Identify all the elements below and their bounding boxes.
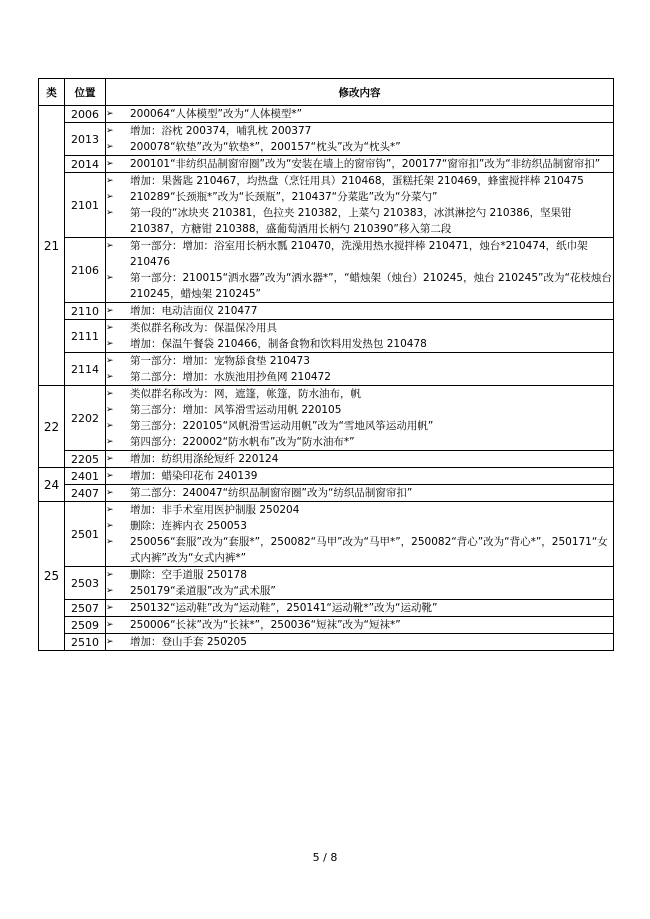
page-number: 5 / 8 <box>312 851 338 864</box>
table-body <box>39 106 614 651</box>
table-row <box>39 634 614 651</box>
amendment-table <box>38 78 614 651</box>
table-row <box>39 173 614 238</box>
position-cell: 2014 <box>65 156 106 173</box>
change-text: 第二部分：240047“纺织品制窗帘圈”改为“纺织品制窗帘扣” <box>130 487 413 499</box>
arrow-bullet-icon: ➢ <box>106 192 114 202</box>
table-row <box>39 320 614 353</box>
change-text: 增加：果酱匙 210467，均热盘（烹饪用具）210468，蛋糕托架 210469，蜂蜜搅拌棒 210475 <box>130 175 584 187</box>
change-text: 第三部分：增加：风筝滑雪运动用帆 220105 <box>130 404 342 416</box>
list-item <box>106 583 613 599</box>
list-item <box>106 451 613 467</box>
change-list <box>106 106 613 122</box>
position-cell: 2407 <box>65 485 106 502</box>
table-header-row <box>39 79 614 106</box>
change-text: 删除：连裤内衣 250053 <box>130 520 247 532</box>
position-cell: 2503 <box>65 567 106 600</box>
list-item <box>106 189 613 205</box>
table-row <box>39 303 614 320</box>
change-list <box>106 634 613 650</box>
change-text: 250006“长袜”改为“长袜*”，250036“短袜”改为“短袜*” <box>130 619 401 631</box>
list-item <box>106 139 613 155</box>
arrow-bullet-icon: ➢ <box>106 505 114 515</box>
change-text: 第四部分：220002“防水帆布”改为“防水油布*” <box>130 436 355 448</box>
list-item <box>106 518 613 534</box>
list-item <box>106 123 613 139</box>
change-list <box>106 238 613 302</box>
arrow-bullet-icon: ➢ <box>106 586 114 596</box>
position-cell: 2006 <box>65 106 106 123</box>
position-cell: 2114 <box>65 353 106 386</box>
arrow-bullet-icon: ➢ <box>106 389 114 399</box>
arrow-bullet-icon: ➢ <box>106 176 114 186</box>
arrow-bullet-icon: ➢ <box>106 356 114 366</box>
position-cell: 2110 <box>65 303 106 320</box>
change-text: 200078“软垫”改为“软垫*”，200157“枕头”改为“枕头*” <box>130 141 401 153</box>
change-list <box>106 303 613 319</box>
table-row <box>39 451 614 468</box>
table-row <box>39 600 614 617</box>
position-cell: 2106 <box>65 238 106 303</box>
list-item <box>106 303 613 319</box>
position-cell: 2507 <box>65 600 106 617</box>
list-item <box>106 402 613 418</box>
position-cell: 2013 <box>65 123 106 156</box>
list-item <box>106 502 613 518</box>
list-item <box>106 320 613 336</box>
table-row <box>39 502 614 567</box>
arrow-bullet-icon: ➢ <box>106 109 114 119</box>
content-cell <box>106 303 614 320</box>
arrow-bullet-icon: ➢ <box>106 159 114 169</box>
content-cell <box>106 123 614 156</box>
content-cell <box>106 617 614 634</box>
arrow-bullet-icon: ➢ <box>106 405 114 415</box>
table-row <box>39 123 614 156</box>
arrow-bullet-icon: ➢ <box>106 637 114 647</box>
change-list <box>106 173 613 237</box>
arrow-bullet-icon: ➢ <box>106 372 114 382</box>
header-position: 位置 <box>65 79 106 106</box>
change-text: 第一部分：210015“洒水器”改为“洒水器*”，“蜡烛架（烛台）210245，烛台 210245”改为“花枝烛台 210245，蜡烛架 210245” <box>130 272 612 300</box>
change-list <box>106 451 613 467</box>
arrow-bullet-icon: ➢ <box>106 126 114 136</box>
arrow-bullet-icon: ➢ <box>106 537 114 547</box>
change-text: 第一部分：增加：浴室用长柄水瓢 210470，洗澡用热水搅拌棒 210471，烛台*210474，纸巾架 210476 <box>130 240 588 268</box>
change-text: 第一部分：增加：宠物舔食垫 210473 <box>130 355 310 367</box>
list-item <box>106 173 613 189</box>
list-item <box>106 270 613 302</box>
arrow-bullet-icon: ➢ <box>106 306 114 316</box>
arrow-bullet-icon: ➢ <box>106 521 114 531</box>
position-cell: 2501 <box>65 502 106 567</box>
arrow-bullet-icon: ➢ <box>106 208 114 218</box>
content-cell <box>106 468 614 485</box>
list-item <box>106 617 613 633</box>
position-cell: 2205 <box>65 451 106 468</box>
change-text: 250179“柔道服”改为“武术服” <box>130 585 276 597</box>
change-list <box>106 156 613 172</box>
change-text: 增加：浴枕 200374，哺乳枕 200377 <box>130 125 312 137</box>
content-cell <box>106 485 614 502</box>
arrow-bullet-icon: ➢ <box>106 421 114 431</box>
class-cell: 22 <box>39 386 65 468</box>
table-row <box>39 156 614 173</box>
arrow-bullet-icon: ➢ <box>106 142 114 152</box>
content-cell <box>106 600 614 617</box>
content-cell <box>106 238 614 303</box>
list-item <box>106 106 613 122</box>
change-text: 类似群名称改为：网，遮篷，帐篷，防水油布，帆 <box>130 388 361 400</box>
position-cell: 2202 <box>65 386 106 451</box>
change-text: 增加：蜡染印花布 240139 <box>130 470 258 482</box>
list-item <box>106 534 613 566</box>
content-cell <box>106 353 614 386</box>
arrow-bullet-icon: ➢ <box>106 471 114 481</box>
change-list <box>106 468 613 484</box>
content-cell <box>106 386 614 451</box>
table-row <box>39 485 614 502</box>
arrow-bullet-icon: ➢ <box>106 570 114 580</box>
change-text: 增加：电动洁面仪 210477 <box>130 305 258 317</box>
change-list <box>106 485 613 501</box>
table-row <box>39 353 614 386</box>
change-list <box>106 567 613 599</box>
list-item <box>106 485 613 501</box>
arrow-bullet-icon: ➢ <box>106 273 114 283</box>
arrow-bullet-icon: ➢ <box>106 454 114 464</box>
position-cell: 2509 <box>65 617 106 634</box>
arrow-bullet-icon: ➢ <box>106 241 114 251</box>
change-text: 增加：保温午餐袋 210466，制备食物和饮料用发热包 210478 <box>130 338 427 350</box>
content-cell <box>106 634 614 651</box>
content-cell <box>106 567 614 600</box>
list-item <box>106 600 613 616</box>
change-text: 类似群名称改为：保温保冷用具 <box>130 322 277 334</box>
content-cell <box>106 502 614 567</box>
change-list <box>106 386 613 450</box>
list-item <box>106 205 613 237</box>
header-class: 类 <box>39 79 65 106</box>
change-text: 250056“套服”改为“套服*”，250082“马甲”改为“马甲*”，250082“背心”改为“背心*”，250171“女式内裤”改为“女式内裤*” <box>130 536 608 564</box>
change-list <box>106 617 613 633</box>
arrow-bullet-icon: ➢ <box>106 437 114 447</box>
arrow-bullet-icon: ➢ <box>106 488 114 498</box>
table-row <box>39 468 614 485</box>
content-cell <box>106 106 614 123</box>
class-cell: 24 <box>39 468 65 502</box>
position-cell: 2510 <box>65 634 106 651</box>
change-text: 200064“人体模型”改为“人体模型*” <box>130 108 303 120</box>
content-cell <box>106 173 614 238</box>
position-cell: 2401 <box>65 468 106 485</box>
list-item <box>106 238 613 270</box>
change-list <box>106 123 613 155</box>
list-item <box>106 434 613 450</box>
change-text: 增加：登山手套 250205 <box>130 636 247 648</box>
change-text: 删除：空手道服 250178 <box>130 569 247 581</box>
list-item <box>106 156 613 172</box>
change-text: 210289“长颈瓶*”改为“长颈瓶”，210437“分菜匙”改为“分菜勺” <box>130 191 438 203</box>
content-cell <box>106 320 614 353</box>
change-text: 250132“运动鞋”改为“运动鞋”，250141“运动靴*”改为“运动靴” <box>130 602 438 614</box>
change-text: 第二部分：增加：水族池用抄鱼网 210472 <box>130 371 331 383</box>
list-item <box>106 353 613 369</box>
change-text: 第三部分：220105“风帆滑雪运动用帆”改为“雪地风筝运动用帆” <box>130 420 434 432</box>
change-text: 增加：非手术室用医护制服 250204 <box>130 504 300 516</box>
position-cell: 2111 <box>65 320 106 353</box>
table-row <box>39 617 614 634</box>
list-item <box>106 468 613 484</box>
arrow-bullet-icon: ➢ <box>106 323 114 333</box>
table-row <box>39 386 614 451</box>
arrow-bullet-icon: ➢ <box>106 603 114 613</box>
content-cell <box>106 156 614 173</box>
arrow-bullet-icon: ➢ <box>106 339 114 349</box>
change-text: 200101“非纺织品制窗帘圈”改为“安装在墙上的窗帘钩”，200177“窗帘扣”改为“非纺织品制窗帘扣” <box>130 158 601 170</box>
change-text: 第一段的“冰块夹 210381，色拉夹 210382，上菜勺 210383，冰淇淋挖勺 210386，坚果钳 210387，方糖钳 210388，盛葡萄酒用长柄勺 210390”移入第二段 <box>130 207 572 235</box>
change-list <box>106 600 613 616</box>
table-row <box>39 106 614 123</box>
class-cell: 25 <box>39 502 65 651</box>
list-item <box>106 369 613 385</box>
list-item <box>106 418 613 434</box>
arrow-bullet-icon: ➢ <box>106 620 114 630</box>
change-list <box>106 502 613 566</box>
change-list <box>106 320 613 352</box>
table-row <box>39 238 614 303</box>
position-cell: 2101 <box>65 173 106 238</box>
change-text: 增加：纺织用涤纶短纤 220124 <box>130 453 279 465</box>
content-cell <box>106 451 614 468</box>
list-item <box>106 336 613 352</box>
list-item <box>106 386 613 402</box>
list-item <box>106 634 613 650</box>
class-cell: 21 <box>39 106 65 386</box>
header-content: 修改内容 <box>106 79 614 106</box>
list-item <box>106 567 613 583</box>
table-row <box>39 567 614 600</box>
change-list <box>106 353 613 385</box>
